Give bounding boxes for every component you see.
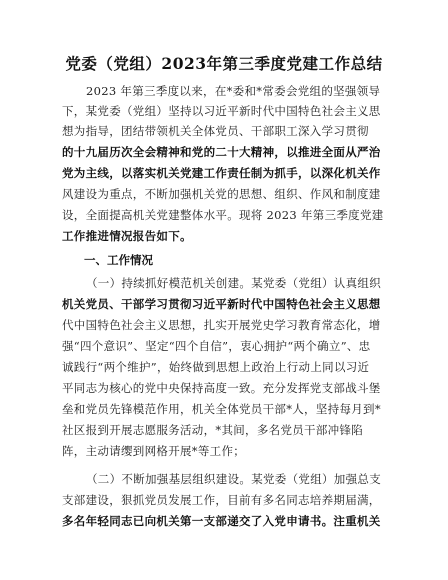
text-line: 多名年轻同志已向机关第一支部递交了入党申请书。注重机关 xyxy=(62,514,381,528)
text-line: 平同志为核心的党中央保持高度一致。充分发挥党支部战斗堡 xyxy=(62,381,381,395)
text-line: 的十九届历次全会精神和党的二十大精神，以推进全面从严治 xyxy=(62,145,381,159)
text-line: 党为主线，以落实机关党建工作责任制为抓手，以深化机关作 xyxy=(62,166,381,180)
section-heading: 一、工作情况 xyxy=(84,253,153,267)
text-line: 机关党员、干部学习贯彻习近平新时代中国特色社会主义思想 xyxy=(62,297,381,311)
text-line: 社区报到开展志愿服务活动，*其间，多名党员干部冲锋陷 xyxy=(62,423,364,437)
text-line: 2023 年第三季度以来，在*委和*常委会党组的坚强领导 xyxy=(86,84,381,98)
text-line: 诚践行“两个维护”，始终做到思想上政治上行动上同以习近 xyxy=(62,360,370,374)
text-line: 阵，主动请缨到网格开展*等工作； xyxy=(62,444,246,458)
text-line: 下，某党委（党组）坚持以习近平新时代中国特色社会主义思 xyxy=(62,104,381,118)
text-line: 代中国特色社会主义思想，扎实开展党史学习教育常态化，增 xyxy=(62,318,381,332)
text-line: （一）持续抓好模范机关创建。某党委（党组）认真组织 xyxy=(86,276,381,290)
document-title: 党委（党组）2023年第三季度党建工作总结 xyxy=(65,54,383,73)
text-line: 支部建设，狠抓党员发展工作，目前有多名同志培养期届满， xyxy=(62,493,381,507)
text-line: 垒和党员先锋模范作用，机关全体党员干部*人，坚持每月到* xyxy=(62,402,381,416)
text-line: 强“四个意识”、坚定“四个自信”，衷心拥护“两个确立”、忠 xyxy=(62,339,371,353)
text-line: 工作推进情况报告如下。 xyxy=(62,229,192,243)
text-line: 想为指导，团结带领机关全体党员、干部职工深入学习贯彻 xyxy=(62,124,369,138)
text-line: 风建设为重点，不断加强机关党的思想、组织、作风和制度建 xyxy=(62,187,381,201)
text-line: （二）不断加强基层组织建设。某党委（党组）加强总支 xyxy=(86,472,381,486)
text-line: 设，全面提高机关党建整体水平。现将 2023 年第三季度党建 xyxy=(62,208,384,222)
